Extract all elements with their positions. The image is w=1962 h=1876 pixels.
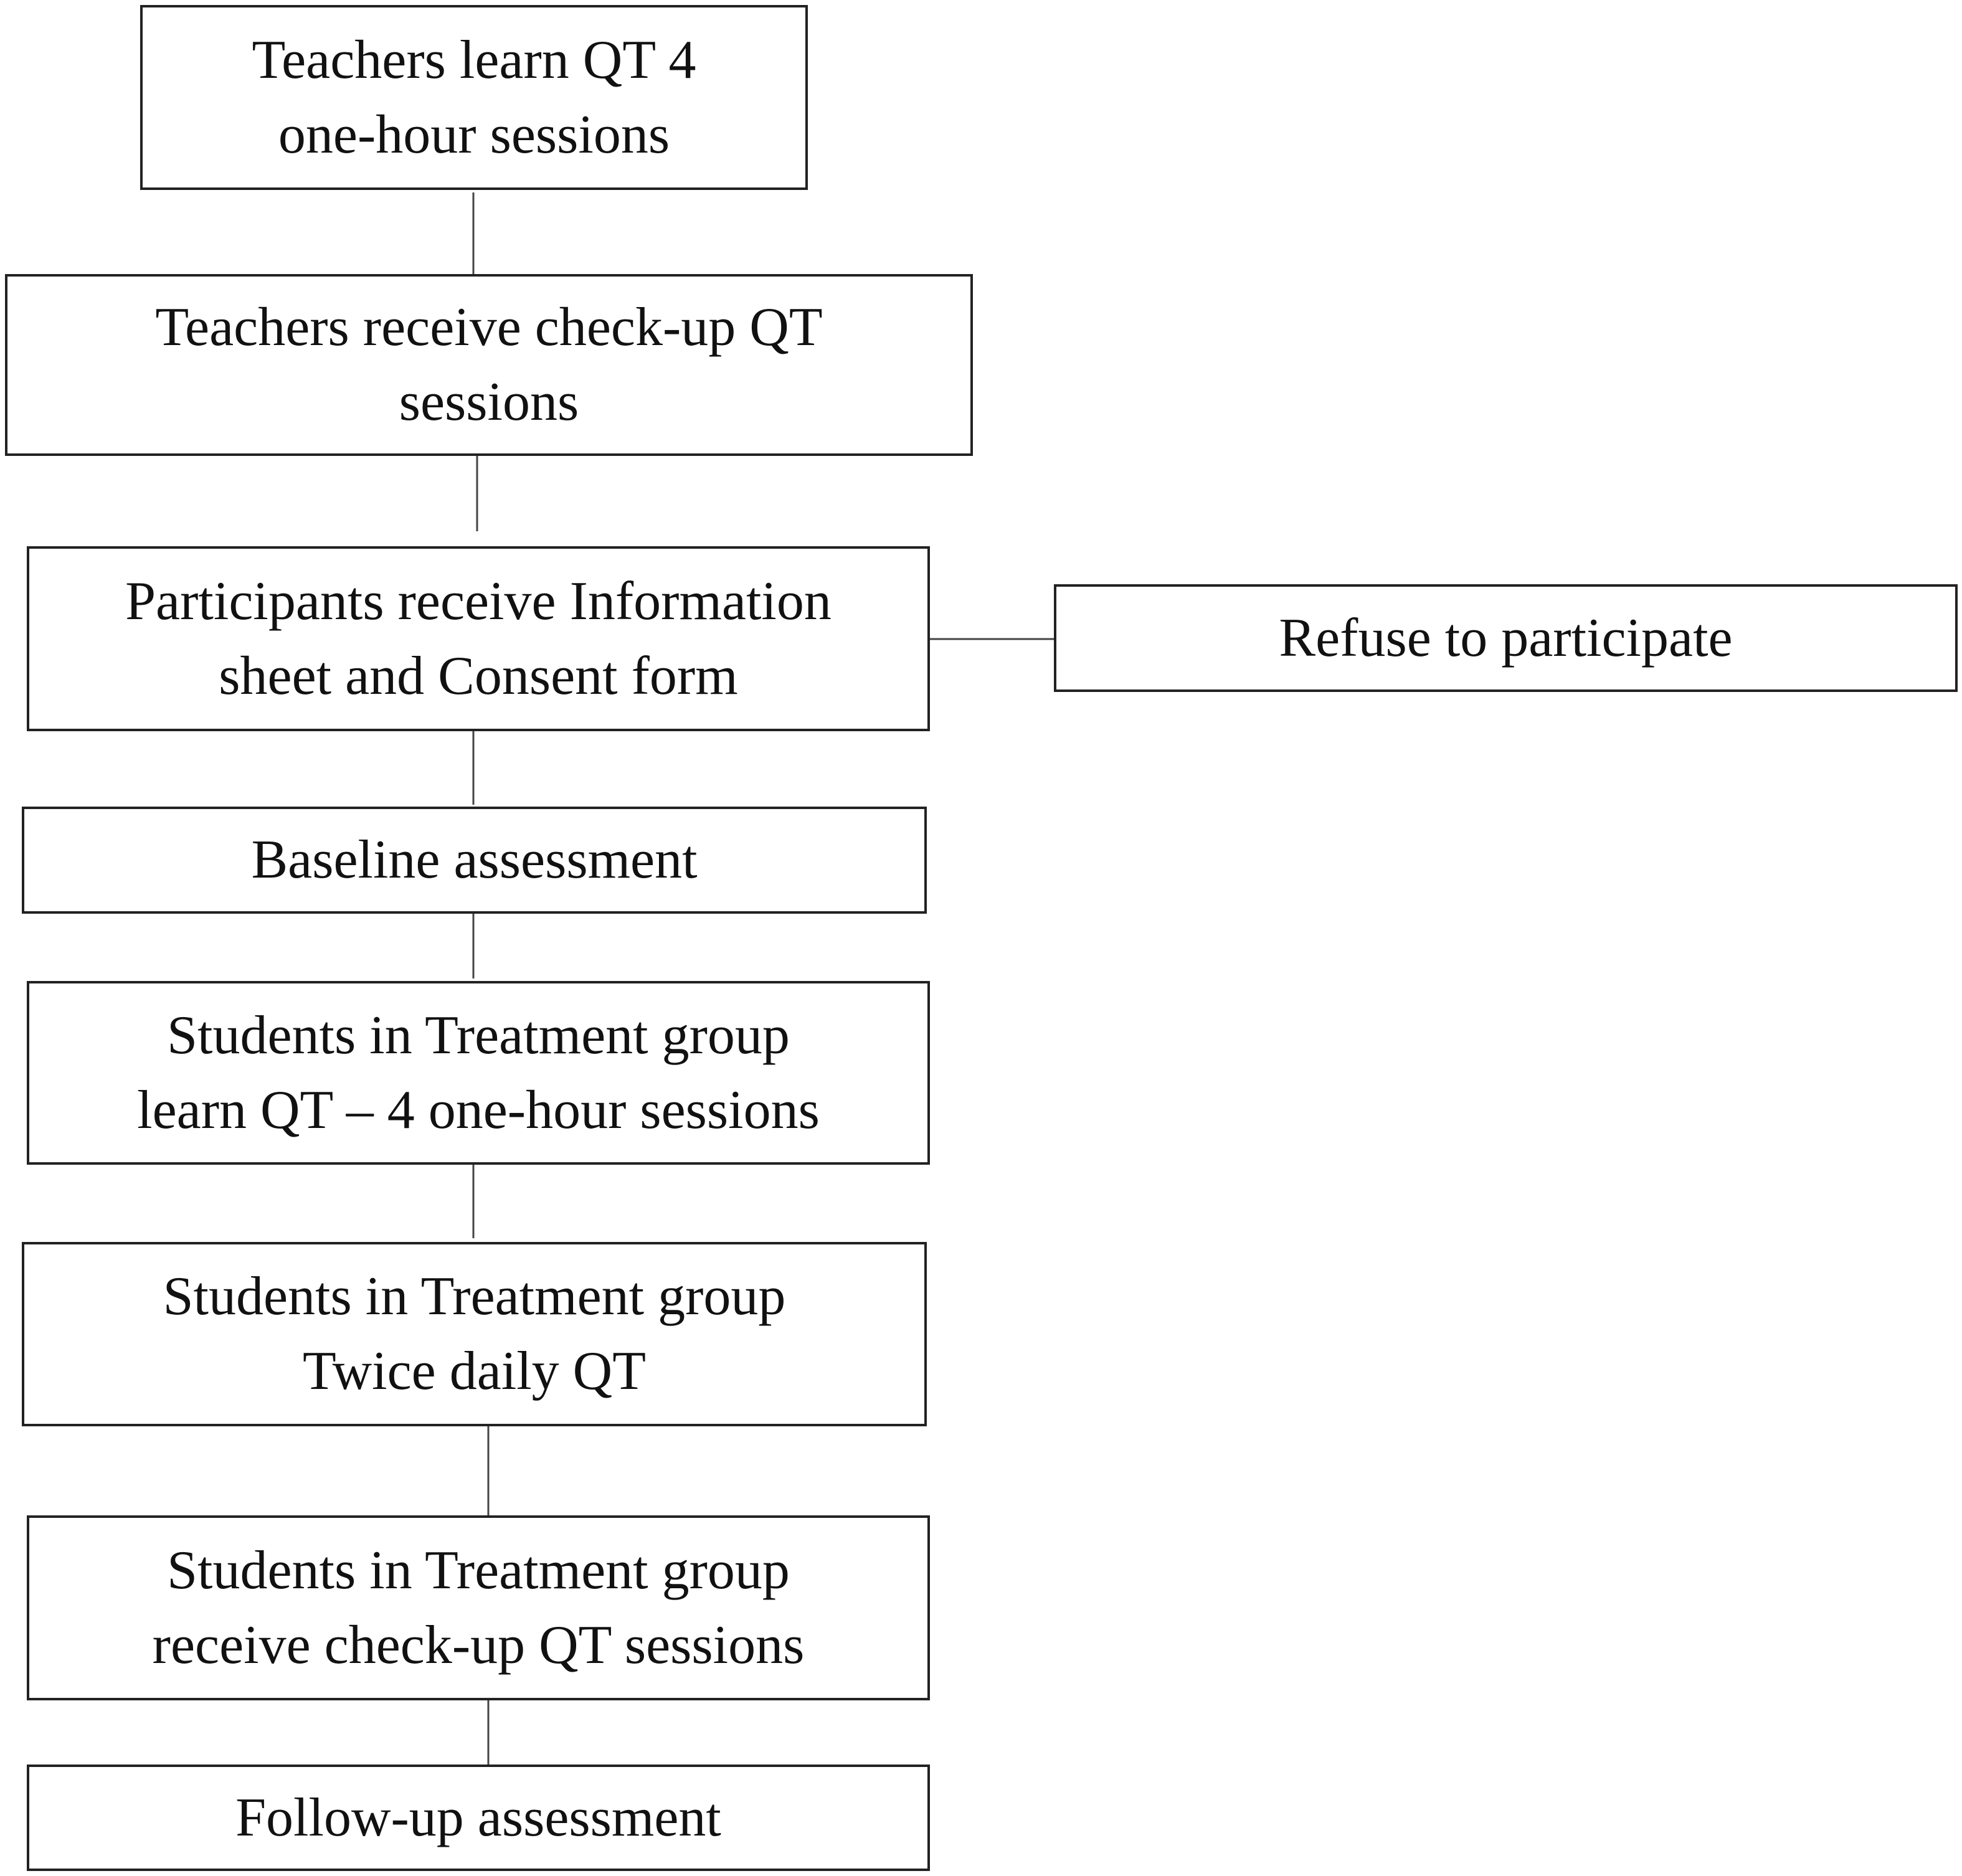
box-text-line: Teachers learn QT 4 <box>252 29 696 90</box>
box-text-line: Follow-up assessment <box>235 1787 721 1848</box>
box-text-line: Students in Treatment group <box>167 1005 790 1066</box>
box-baseline-assessment <box>22 807 927 914</box>
box-text-line: sessions <box>399 372 579 432</box>
box-follow-up-assessment <box>27 1765 930 1871</box>
box-text-line: Participants receive Information <box>125 571 832 632</box>
box-text-line: Baseline assessment <box>251 830 698 890</box>
box-students-checkup-qt <box>27 1515 930 1700</box>
box-text-line: Refuse to participate <box>1279 607 1733 668</box>
box-text-line: Students in Treatment group <box>167 1540 790 1601</box>
box-participants-information <box>27 546 930 731</box>
box-text-line: Students in Treatment group <box>163 1266 786 1327</box>
box-teachers-learn-qt <box>140 5 808 190</box>
box-text-line: learn QT – 4 one-hour sessions <box>137 1079 820 1140</box>
box-text-line: one-hour sessions <box>278 104 670 165</box>
box-refuse-to-participate <box>1054 584 1958 692</box>
box-students-twice-daily-qt <box>22 1242 927 1426</box>
box-text-line: Twice daily QT <box>303 1341 646 1401</box>
box-text-line: sheet and Consent form <box>219 645 738 706</box>
box-text-line: receive check-up QT sessions <box>152 1614 805 1675</box>
box-students-learn-qt <box>27 981 930 1165</box>
box-text-line: Teachers receive check-up QT <box>155 297 823 358</box>
box-teachers-checkup-qt <box>5 274 973 456</box>
